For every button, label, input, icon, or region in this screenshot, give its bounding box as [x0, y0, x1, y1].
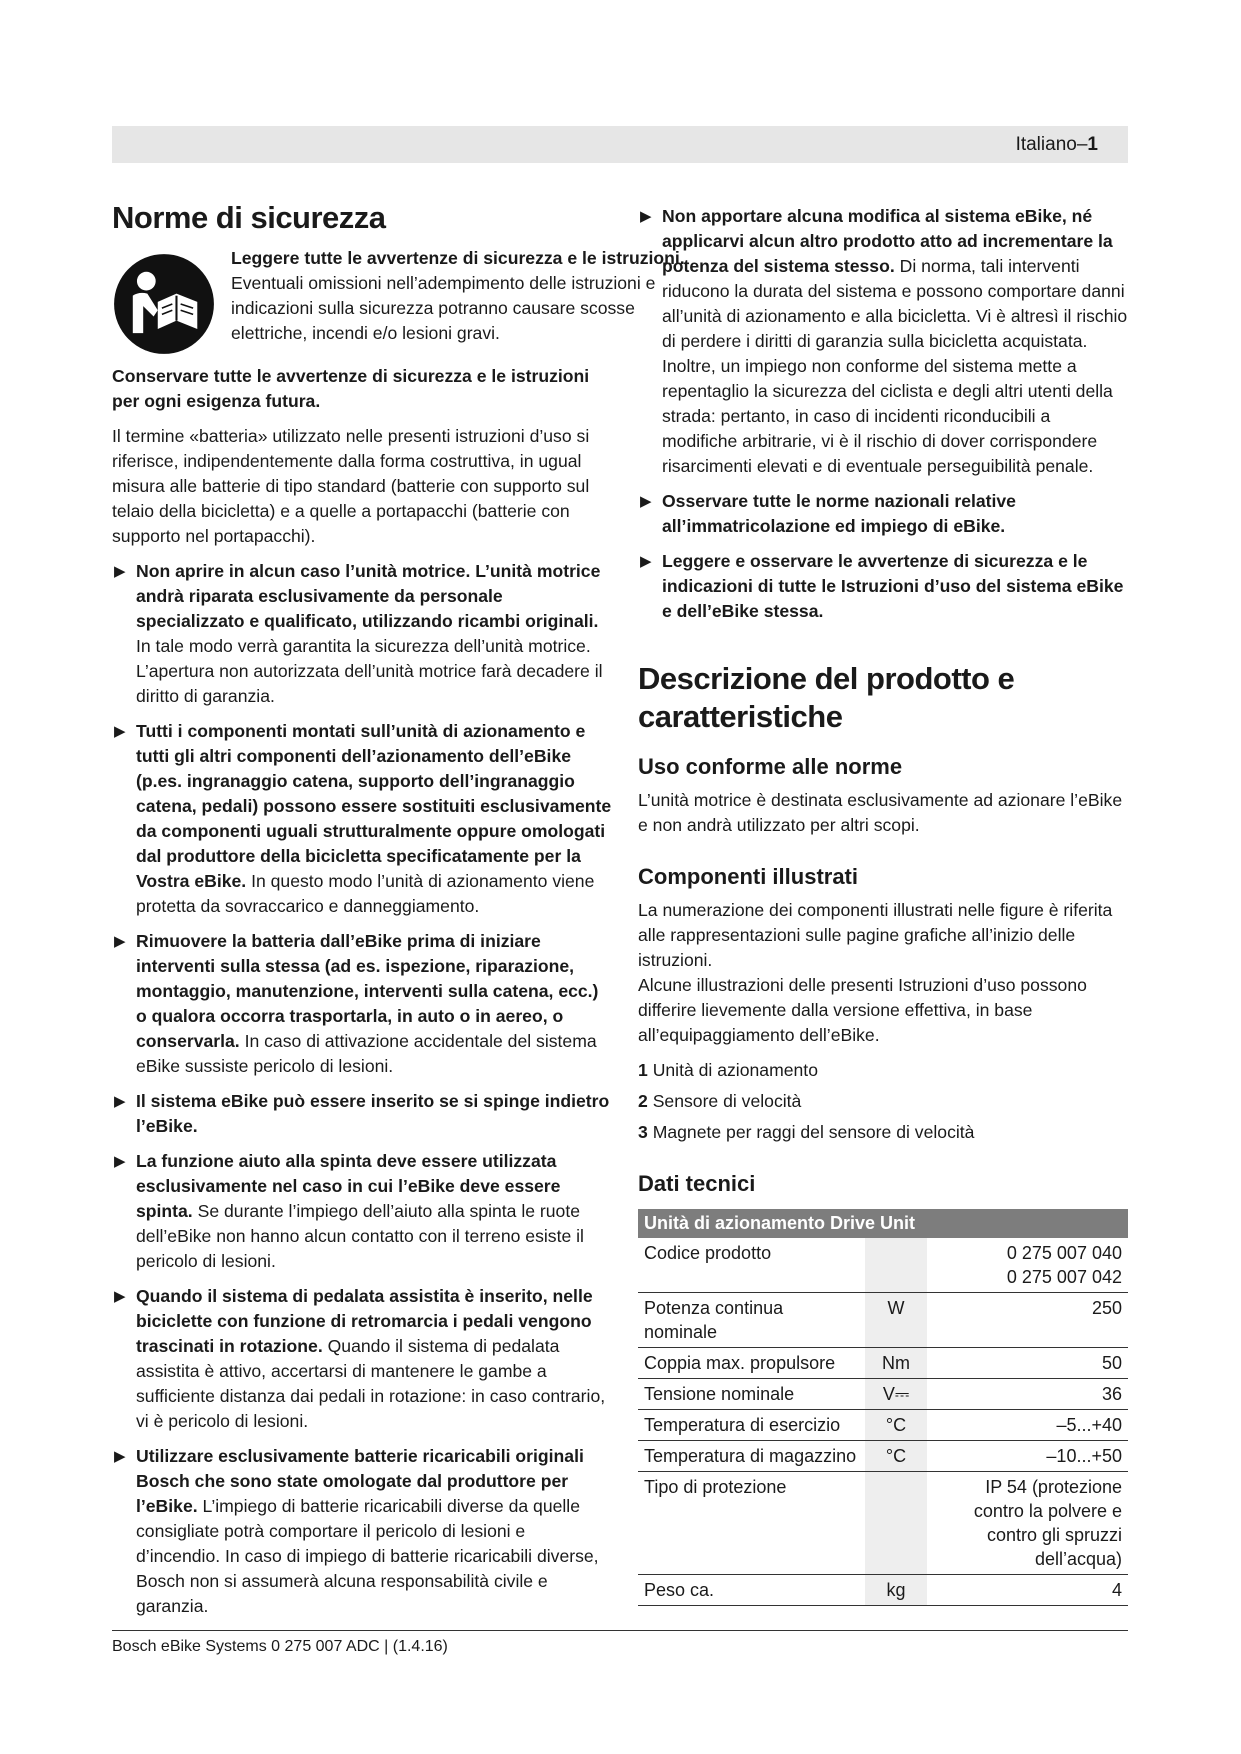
- bullet-arrow-icon: ▶: [114, 1093, 126, 1110]
- bullet-arrow-icon: ▶: [640, 208, 652, 225]
- bullet-arrow-icon: ▶: [114, 933, 126, 950]
- component-label: Sensore di velocità: [652, 1091, 802, 1111]
- specs-row: [638, 1472, 1128, 1575]
- specs-table-header: Unità di azionamento Drive Unit: [638, 1209, 1128, 1238]
- bullet-bold-text: Rimuovere la batteria dall’eBike prima di iniziare interventi sulla stessa (ad es. ispezione, riparazione, montaggio, manutenzione, interventi sulla catena, ecc.) o qualora occorra trasportarla, in auto o in aereo, o conservarla.: [136, 931, 599, 1051]
- right-column: [638, 204, 1128, 1606]
- component-label: Unità di azionamento: [652, 1060, 818, 1080]
- bullet-arrow-icon: ▶: [640, 553, 652, 570]
- spec-label: Potenza continua nominale: [638, 1293, 865, 1348]
- spec-value: IP 54 (protezione contro la polvere e contro gli spruzzi dell’acqua): [927, 1472, 1128, 1575]
- specs-row: [638, 1238, 1128, 1293]
- section-title: Descrizione del prodotto e caratteristiche: [638, 661, 1015, 734]
- spec-label: Peso ca.: [638, 1575, 865, 1606]
- spec-unit: [865, 1472, 927, 1575]
- footer-text: Bosch eBike Systems 0 275 007 ADC | (1.4.16): [112, 1638, 448, 1655]
- page-title: Norme di sicurezza: [112, 200, 386, 235]
- safety-bullet: [112, 1089, 614, 1139]
- component-item: [638, 1120, 1128, 1145]
- specs-row: [638, 1441, 1128, 1472]
- spec-unit: kg: [865, 1575, 927, 1606]
- left-bullet-list: [112, 559, 614, 1619]
- spec-unit: Nm: [865, 1348, 927, 1379]
- specs-table: [638, 1209, 1128, 1606]
- bullet-bold-text: Utilizzare esclusivamente batterie ricaricabili originali Bosch che sono state omologate dal produttore per l’eBike.: [136, 1446, 584, 1516]
- spec-label: Temperatura di magazzino: [638, 1441, 865, 1472]
- bullet-text: In caso di attivazione accidentale del sistema eBike sussiste pericolo di lesioni.: [136, 1031, 597, 1076]
- specs-row: [638, 1575, 1128, 1606]
- spec-value: 250: [927, 1293, 1128, 1348]
- spec-label: Codice prodotto: [638, 1238, 865, 1293]
- read-manual-icon: [112, 252, 216, 356]
- bullet-text: Quando il sistema di pedalata assistita è attivo, accertarsi di mantenere le gambe a sufficiente distanza dai pedali in rotazione: in caso contrario, vi è pericolo di lesioni.: [136, 1336, 606, 1431]
- spec-label: Temperatura di esercizio: [638, 1410, 865, 1441]
- specs-row: [638, 1293, 1128, 1348]
- bullet-bold-text: Non apportare alcuna modifica al sistema eBike, né applicarvi alcun altro prodotto atto ad incrementare la potenza del sistema stesso.: [662, 206, 1113, 276]
- spec-unit: V⎓: [865, 1379, 927, 1410]
- spec-value: 50: [927, 1348, 1128, 1379]
- components-text-1: La numerazione dei componenti illustrati nelle figure è riferita alle rappresentazioni sulle pagine grafiche all’inizio delle istruzioni.: [638, 900, 1113, 970]
- safety-intro: [112, 198, 685, 364]
- component-number: 2: [638, 1091, 648, 1111]
- component-item: [638, 1058, 1128, 1083]
- components-list: [638, 1058, 1128, 1145]
- specs-row: [638, 1379, 1128, 1410]
- bullet-arrow-icon: ▶: [114, 563, 126, 580]
- spec-unit: °C: [865, 1410, 927, 1441]
- bullet-text: In tale modo verrà garantita la sicurezza dell’unità motrice. L’apertura non autorizzata dell’unità motrice farà decadere il diritto di garanzia.: [136, 636, 603, 706]
- component-number: 1: [638, 1060, 648, 1080]
- spec-label: Coppia max. propulsore: [638, 1348, 865, 1379]
- component-item: [638, 1089, 1128, 1114]
- safety-bullet: [112, 559, 614, 709]
- bullet-bold-text: Non aprire in alcun caso l’unità motrice. L’unità motrice andrà riparata esclusivamente da personale specializzato e qualificato, utilizzando ricambi originali.: [136, 561, 601, 631]
- spec-unit: W: [865, 1293, 927, 1348]
- safety-bullet: [638, 489, 1128, 539]
- safety-bullet: [112, 1149, 614, 1274]
- component-label: Magnete per raggi del sensore di velocità: [652, 1122, 975, 1142]
- bullet-text: Di norma, tali interventi riducono la durata del sistema e possono comportare danni all’unità di azionamento e alla bicicletta. Vi è altresì il rischio di perdere i diritti di garanzia sulla bicicletta acquistata. Inoltre, un impiego non conforme del sistema mette a repentaglio la sicurezza del ciclista e degli altri utenti della strada: pertanto, in caso di incidenti riconducibili a modifiche arbitrarie, vi è il rischio di dover corrispondere risarcimenti elevati e di eventuale perseguibilità penale.: [662, 256, 1128, 476]
- safety-bullet: [638, 549, 1128, 624]
- spec-value: 36: [927, 1379, 1128, 1410]
- bullet-bold-text: Tutti i componenti montati sull’unità di azionamento e tutti gli altri componenti dell’azionamento dell’eBike (p.es. ingranaggio catena, supporto dell’ingranaggio catena, pedali) possono essere sostituiti esclusivamente da componenti uguali strutturalmente oppure omologati dal produttore della bicicletta specificatamente per la Vostra eBike.: [136, 721, 612, 891]
- bullet-text: L’impiego di batterie ricaricabili diverse da quelle consigliate potrà comportare il pericolo di lesioni e d’incendio. In caso di impiego di batterie ricaricabili diverse, Bosch non si assumerà alcuna responsabilità civile e garanzia.: [136, 1496, 599, 1616]
- bullet-bold-text: Il sistema eBike può essere inserito se si spinge indietro l’eBike.: [136, 1091, 610, 1136]
- use-text: L’unità motrice è destinata esclusivamente ad azionare l’eBike e non andrà utilizzato per altri scopi.: [638, 790, 1123, 835]
- header-bar: [112, 126, 1128, 163]
- page-number: 1: [1087, 134, 1098, 155]
- spec-unit: °C: [865, 1441, 927, 1472]
- components-title: Componenti illustrati: [638, 864, 858, 889]
- spec-unit: [865, 1238, 927, 1293]
- bullet-arrow-icon: ▶: [114, 723, 126, 740]
- intro-bold: Leggere tutte le avvertenze di sicurezza e le istruzioni.: [231, 248, 685, 268]
- header-separator: –: [1076, 134, 1088, 155]
- bullet-arrow-icon: ▶: [114, 1153, 126, 1170]
- safety-bullet: [112, 1284, 614, 1434]
- bullet-arrow-icon: ▶: [114, 1288, 126, 1305]
- bullet-text: Se durante l’impiego dell’aiuto alla spinta le ruote dell’eBike non hanno alcun contatto con il terreno esiste il pericolo di lesioni.: [136, 1201, 584, 1271]
- specs-row: [638, 1348, 1128, 1379]
- component-number: 3: [638, 1122, 648, 1142]
- use-title: Uso conforme alle norme: [638, 754, 903, 779]
- spec-value: –5...+40: [927, 1410, 1128, 1441]
- spec-label: Tensione nominale: [638, 1379, 865, 1410]
- right-bullet-list: [638, 204, 1128, 624]
- page-header: [1016, 134, 1098, 156]
- bullet-bold-text: Leggere e osservare le avvertenze di sicurezza e le indicazioni di tutte le Istruzioni d’uso del sistema eBike e dell’eBike stessa.: [662, 551, 1124, 621]
- safety-bullet: [112, 929, 614, 1079]
- spec-value: 4: [927, 1575, 1128, 1606]
- bullet-bold-text: La funzione aiuto alla spinta deve essere utilizzata esclusivamente nel caso in cui l’eBike deve essere spinta.: [136, 1151, 561, 1221]
- bullet-bold-text: Quando il sistema di pedalata assistita è inserito, nelle biciclette con funzione di retromarcia i pedali vengono trascinati in rotazione.: [136, 1286, 593, 1356]
- bullet-text: In questo modo l’unità di azionamento viene protetta da sovraccarico e danneggiamento.: [136, 871, 595, 916]
- bullet-bold-text: Osservare tutte le norme nazionali relative all’immatricolazione ed impiego di eBike.: [662, 491, 1016, 536]
- safety-bullet: [112, 719, 614, 919]
- safety-bullet: [638, 204, 1128, 479]
- spec-value: 0 275 007 040 0 275 007 042: [927, 1238, 1128, 1293]
- safety-bullet: [112, 1444, 614, 1619]
- tech-title: Dati tecnici: [638, 1171, 756, 1196]
- keep-instructions: Conservare tutte le avvertenze di sicurezza e le istruzioni per ogni esigenza futura.: [112, 366, 590, 411]
- footer-rule: [112, 1630, 1128, 1631]
- specs-row: [638, 1410, 1128, 1441]
- spec-value: –10...+50: [927, 1441, 1128, 1472]
- intro-body: Eventuali omissioni nell’adempimento delle istruzioni e indicazioni sulla sicurezza potranno causare scosse elettriche, incendi e/o lesioni gravi.: [231, 273, 656, 343]
- components-text-2: Alcune illustrazioni delle presenti Istruzioni d’uso possono differire lievemente dalla versione effettiva, in base all’equipaggiamento dell’eBike.: [638, 975, 1087, 1045]
- header-language: Italiano: [1015, 134, 1077, 155]
- spec-label: Tipo di protezione: [638, 1472, 865, 1575]
- bullet-arrow-icon: ▶: [114, 1448, 126, 1465]
- bullet-arrow-icon: ▶: [640, 493, 652, 510]
- battery-note: Il termine «batteria» utilizzato nelle presenti istruzioni d’uso si riferisce, indipendentemente dalla forma costruttiva, in ugual misura alle batterie di tipo standard (batterie con supporto sul telaio della bicicletta) e a quelle a portapacchi (batterie con supporto nel portapacchi).: [112, 426, 590, 546]
